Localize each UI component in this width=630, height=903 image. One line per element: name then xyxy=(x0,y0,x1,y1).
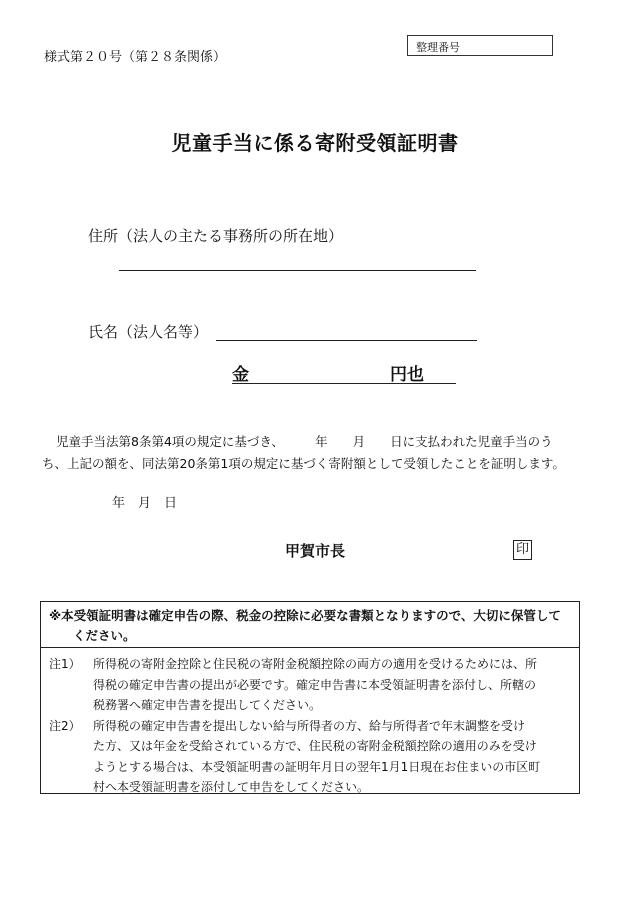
note-2 xyxy=(41,716,579,798)
address-label: 住所（法人の主たる事務所の所在地） xyxy=(88,227,344,245)
form-number: 様式第２０号（第２８条関係） xyxy=(44,50,227,65)
note-1-line-1: 所得税の寄附金控除と住民税の寄附金税額控除の両方の適用を受けるためには、所 xyxy=(93,657,538,671)
reference-number-box[interactable] xyxy=(407,35,553,56)
note-2-line-2: た方、又は年金を受給されている方で、住民税の寄附金税額控除の適用のみを受け xyxy=(93,739,537,753)
note-2-line-1: 所得税の確定申告書を提出しない給与所得者の方、給与所得者で年末調整を受け xyxy=(93,718,526,733)
note-1-line-3: 税務署へ確定申告書を提出してください。 xyxy=(93,698,322,712)
note-2-line-3: ようとする場合は、本受領証明書の証明年月日の翌年1月1日現在お住まいの市区町 xyxy=(93,759,541,774)
amount-suffix: 円也 xyxy=(390,365,424,385)
note-1-number: 注1） xyxy=(49,657,81,671)
note-1 xyxy=(41,654,579,716)
certification-statement xyxy=(42,431,590,475)
certification-date: 年 月 日 xyxy=(112,496,178,511)
note-1-line-2: 得税の確定申告書の提出が必要です。確定申告書に本受領証明書を添付し、所轄の xyxy=(93,677,537,692)
notice-box xyxy=(40,601,580,794)
address-input-line[interactable] xyxy=(119,270,476,271)
issuer-name: 甲賀市長 xyxy=(285,542,346,560)
amount-prefix: 金 xyxy=(232,365,249,385)
note-2-text xyxy=(93,716,571,798)
statement-line-2: ち、上記の額を、同法第20条第1項の規定に基づく寄附額として受領したことを証明します。 xyxy=(42,456,565,471)
seal-mark: 印 xyxy=(513,540,532,560)
reference-number-label: 整理番号 xyxy=(416,41,460,54)
note-1-text xyxy=(93,654,571,716)
note-2-number: 注2） xyxy=(49,718,81,733)
note-2-line-4: 村へ本受領証明書を添付して申告をしてください。 xyxy=(93,780,370,794)
name-label: 氏名（法人名等） xyxy=(88,323,209,341)
document-title: 児童手当に係る寄附受領証明書 xyxy=(171,131,459,155)
statement-line-1: 児童手当法第8条第4項の規定に基づき、 年 月 日に支払われた児童手当のう xyxy=(56,434,553,449)
name-input-line[interactable] xyxy=(216,340,477,341)
notice-heading xyxy=(41,602,579,648)
notice-heading-line-2: ください。 xyxy=(73,628,136,643)
notice-heading-line-1: ※本受領証明書は確定申告の際、税金の控除に必要な書類となりますので、大切に保管して xyxy=(49,608,561,623)
